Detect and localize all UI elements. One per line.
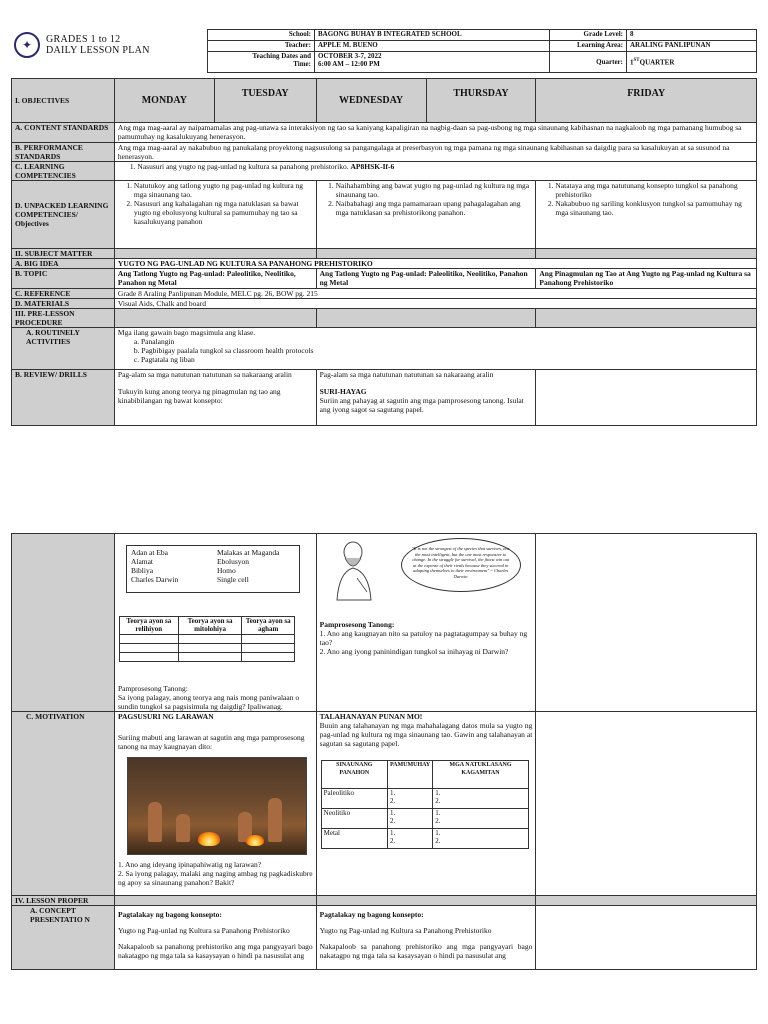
routinely-item-c: c. Pagtatala ng liban	[133, 355, 195, 364]
learning-competencies-text	[114, 162, 756, 181]
row-metal: Metal	[321, 829, 387, 849]
routinely-item-a: a. Panalangin	[133, 337, 175, 346]
seal-icon: ✦	[14, 32, 40, 58]
concept-text-1: Nakapaloob sa panahong prehistoriko ang mga pangyayari bago nakatagpo ng mga tala sa kasaysayan o hindi pa nasusulat ang	[117, 942, 313, 960]
darwin-sketch-icon	[327, 538, 383, 604]
brand-line-2: DAILY LESSON PLAN	[46, 45, 150, 56]
word-box-right	[217, 548, 279, 590]
grade-label: Grade Level:	[550, 30, 627, 41]
motivation-col-1	[114, 712, 316, 896]
lesson-plan-table	[11, 78, 757, 426]
reference-text: Grade 8 Araling Panlipunan Module, MELC pg. 26, BOW pg. 215	[114, 289, 756, 299]
blank: 1.	[389, 809, 396, 817]
motivation-questions	[118, 860, 313, 887]
content-standards-text: Ang mga mag-aaral ay naipamamalas ang pag-unawa sa interaksiyon ng tao sa kaniyang kapaligiran na nagbig-daan sa pag-usbong ng mga sinaunang kabihasnan na nagkaloob ng mga pamanang humubog sa pamumuhay ng kasalukuyang henerasyon.	[114, 123, 756, 143]
word-box	[126, 545, 300, 593]
learning-competencies-label: C. LEARNING COMPETENCIES	[12, 162, 115, 181]
area-value: ARALING PANLIPUNAN	[627, 40, 757, 51]
objectives-label: I. OBJECTIVES	[12, 79, 115, 123]
concept-title-2: Pagtalakay ng bagong konsepto:	[319, 910, 424, 919]
word-adan-at-eba: Adan at Eba	[130, 548, 169, 557]
periods-header-pamumuhay: PAMUMUHAY	[387, 761, 432, 789]
lesson-proper-label: IV. LESSON PROPER	[12, 896, 115, 906]
unpacked-col-2	[316, 181, 536, 249]
content-standards-label: A. CONTENT STANDARDS	[12, 123, 115, 143]
blank: 1.	[389, 829, 396, 837]
competency-code: AP8HSK-If-6	[350, 162, 395, 171]
word-charles-darwin: Charles Darwin	[130, 575, 179, 584]
darwin-cell	[316, 534, 536, 712]
concept-title-1: Pagtalakay ng bagong konsepto:	[117, 910, 222, 919]
word-alamat: Alamat	[130, 557, 154, 566]
darwin-question-2: 2. Ano ang iyong paninindigan tungkol sa inihayag ni Darwin?	[319, 647, 509, 656]
darwin-portrait	[327, 538, 383, 604]
big-idea-text: YUGTO NG PAG-UNLAD NG KULTURA SA PANAHONG PREHISTORIKO	[114, 259, 756, 269]
motivation-label: C. MOTIVATION	[12, 712, 115, 896]
review-label: B. REVIEW/ DRILLS	[12, 370, 115, 426]
performance-standards-label: B. PERFORMANCE STANDARDS	[12, 143, 115, 162]
review-questions-title: Pamprosesong Tanong:	[117, 684, 188, 693]
topic-col-2: Ang Tatlong Yugto ng Pag-unlad: Paleolitiko, Neolitiko, Panahon ng Metal	[316, 269, 536, 289]
review-activity-cell	[114, 534, 316, 712]
materials-label: D. MATERIALS	[12, 299, 115, 309]
blank: 1.	[389, 789, 396, 797]
darwin-questions	[320, 620, 532, 656]
row-paleolitiko: Paleolitiko	[321, 789, 387, 809]
theory-header-religion: Teorya ayon sa relihiyon	[119, 617, 178, 635]
deped-seal	[14, 32, 40, 58]
lesson-plan-table-continued	[11, 533, 757, 970]
brand-line-1: GRADES 1 to 12	[46, 34, 121, 45]
unpacked-3-1: 1. Natataya ang mga natutunang konsepto tungkol sa panahong prehistoriko	[555, 181, 753, 199]
school-label: School:	[208, 30, 315, 41]
word-homo: Homo	[216, 566, 236, 575]
review-col-1	[114, 370, 316, 426]
routinely-item-b: b. Pagbibigay paalala tungkol sa classroom health protocols	[133, 346, 314, 355]
theory-table	[119, 616, 295, 662]
dates-label-1: Teaching Dates and	[252, 51, 311, 60]
darwin-quote: "It is not the strongest of the species that survives, nor the most intelligent, but the one most responsive to change. In the struggle for survival, the fittest win out at the expense of their rivals because they succeed in adapting themselves to their environment" ~ Charles Darwin	[401, 538, 521, 592]
day-wednesday: WEDNESDAY	[316, 79, 426, 123]
word-ebolusyon: Ebolusyon	[216, 557, 250, 566]
grade-value: 8	[627, 30, 757, 41]
header-info-table	[207, 29, 757, 73]
quarter-suffix: ST	[633, 58, 640, 64]
routinely-label: A. ROUTINELY ACTIVITIES	[12, 328, 115, 370]
review-questions	[118, 684, 313, 711]
periods-header-panahon: SINAUNANG PANAHON	[321, 761, 387, 789]
unpacked-col-1	[114, 181, 316, 249]
day-monday: MONDAY	[114, 79, 214, 123]
periods-header-kagamitan: MGA NATUKLASANG KAGAMITAN	[433, 761, 528, 789]
talahanayan-title: TALAHANAYAN PUNAN MO!	[319, 712, 423, 721]
unpacked-col-3	[536, 181, 757, 249]
review-questions-text: Sa iyong palagay, anong teorya ang nais mong paniwalaan o sundin tungkol sa pagsisimula ng daigdig? Ipaliwanag.	[117, 693, 300, 711]
word-box-left	[131, 548, 217, 590]
dates-label-2: Time:	[293, 59, 311, 68]
unpacked-1-1: 1. Natutukoy ang tatlong yugto ng pag-unlad ng kultura ng mga sinaunang tao.	[134, 181, 313, 199]
routinely-intro: Mga ilang gawain bago magsimula ang klase.	[117, 328, 256, 337]
suri-hayag-title: SURI-HAYAG	[319, 387, 367, 396]
blank: 2.	[435, 817, 441, 825]
concept-subtitle-1: Yugto ng Pag-unlad ng Kultura sa Panahong Prehistoriko	[117, 926, 290, 935]
dates-value	[315, 51, 550, 73]
review-2-line-1: Pag-alam sa mga natutunan natutunan sa nakaraang aralin	[319, 370, 494, 379]
dates-label	[208, 51, 315, 73]
concept-text-2: Nakapaloob sa panahong prehistoriko ang mga pangyayari bago nakatagpo ng mga tala sa kasaysayan o hindi pa nasusulat ang	[319, 942, 533, 960]
blank: 2.	[389, 817, 396, 825]
area-label: Learning Area:	[550, 40, 627, 51]
word-single-cell: Single cell	[216, 575, 249, 584]
theory-header-mythology: Teorya ayon sa mitolohiya	[178, 617, 242, 635]
big-idea-label: A. BIG IDEA	[12, 259, 115, 269]
blank: 2.	[435, 797, 441, 805]
motivation-col-2	[316, 712, 536, 896]
review-col-2	[316, 370, 536, 426]
unpacked-3-2: 2. Nakabubuo ng sariling konklusyon tungkol sa pamumuhay ng mga sinaunang tao.	[555, 199, 753, 217]
motivation-question-1: 1. Ano ang ideyang ipinapahiwatig ng larawan?	[117, 860, 262, 869]
campfire-icon	[198, 832, 220, 846]
concept-subtitle-2: Yugto ng Pag-unlad ng Kultura sa Panahong Prehistoriko	[319, 926, 492, 935]
performance-standards-text: Ang mga mag-aaral ay nakabubuo ng panukalang proyektong nagsusulong sa pangangalaga at preserbasyon ng mga pamana ng mga sinaunang kabihasnan sa daigdig para sa kasalukuyan at sa susunod na henerasyon.	[114, 143, 756, 162]
quarter-label: Quarter:	[550, 51, 627, 73]
row-neolitiko: Neolitiko	[321, 809, 387, 829]
day-tuesday: TUESDAY	[214, 79, 316, 123]
unpacked-label: D. UNPACKED LEARNING COMPETENCIES/ Objectives	[12, 181, 115, 249]
blank: 1.	[435, 809, 441, 817]
blank: 2.	[435, 837, 441, 845]
cave-people-image	[127, 757, 307, 855]
competency-text: 1. Nasusuri ang yugto ng pag-unlad ng kultura sa panahong prehistoriko.	[129, 162, 349, 171]
review-1-line-2: Tukuyin kung anong teorya ng pinagmulan ng tao ang kinabibilangan ng bawat konsepto:	[117, 387, 281, 405]
dates-value-2: 6:00 AM – 12:00 PM	[318, 59, 380, 68]
blank: 2.	[389, 797, 396, 805]
teacher-label: Teacher:	[208, 40, 315, 51]
word-bibliya: Bibliya	[130, 566, 154, 575]
concept-label: A. CONCEPT PRESENTATIO N	[12, 906, 115, 970]
pre-lesson-label: III. PRE-LESSON PROCEDURE	[12, 309, 115, 328]
unpacked-1-2: 2. Nasusuri ang kahalagahan ng mga natuklasan sa bawat yugto ng ebolusyong kultural sa pamumuhay ng tao sa kasalukuyang panahon	[134, 199, 313, 226]
brand-title	[46, 34, 150, 56]
darwin-question-1: 1. Ano ang kaugnayan nito sa patuloy na pagtatagumpay sa buhay ng tao?	[319, 629, 528, 647]
review-1-line-1: Pag-alam sa mga natutunan natutunan sa nakaraang aralin	[117, 370, 292, 379]
pagsusuri-title: PAGSUSURI NG LARAWAN	[117, 712, 214, 721]
darwin-questions-title: Pamprosesong Tanong:	[319, 620, 395, 629]
motivation-question-2: 2. Sa iyong palagay, malaki ang naging ambag ng pagkadiskubre ng apoy sa sinaunang panahon? Bakit?	[117, 869, 313, 887]
subject-matter-label: II. SUBJECT MATTER	[12, 249, 115, 259]
pagsusuri-text: Suriing mabuti ang larawan at sagutin ang mga pamprosesong tanong na may kaugnayan dito:	[117, 733, 305, 751]
theory-header-science: Teorya ayon sa agham	[242, 617, 294, 635]
school-value: BAGONG BUHAY B INTEGRATED SCHOOL	[315, 30, 550, 41]
reference-label: C. REFERENCE	[12, 289, 115, 299]
unpacked-2-2: 2. Naibabahagi ang mga pamamaraan upang pahagalagahan ang mga natuklasan sa prehistorikong panahon.	[336, 199, 533, 217]
topic-col-1: Ang Tatlong Yugto ng Pag-unlad: Paleolitiko, Neolitiko, Panahon ng Metal	[114, 269, 316, 289]
blank: 1.	[435, 789, 441, 797]
routinely-text	[114, 328, 756, 370]
quarter-word: QUARTER	[639, 58, 675, 67]
unpacked-2-1: 1. Naihahambing ang bawat yugto ng pag-unlad ng kultura ng mga sinaunang tao.	[336, 181, 533, 199]
teacher-value: APPLE M. BUENO	[315, 40, 550, 51]
concept-col-2	[316, 906, 536, 970]
talahanayan-text: Buuin ang talahanayan ng mga mahahalagang datos mula sa yugto ng pag-unlad ng kultura ng mga sinaunang tao. Gawin ang talahanayan at sagutan sa sagutang papel.	[319, 721, 533, 748]
topic-label: B. TOPIC	[12, 269, 115, 289]
concept-col-1	[114, 906, 316, 970]
quarter-number: 1	[630, 58, 634, 67]
topic-col-3: Ang Pinagmulan ng Tao at Ang Yugto ng Pag-unlad ng Kultura sa Panahong Prehistoriko	[536, 269, 757, 289]
day-friday: FRIDAY	[536, 79, 757, 123]
word-malakas-at-maganda: Malakas at Maganda	[216, 548, 280, 557]
quarter-value	[627, 51, 757, 73]
day-thursday: THURSDAY	[426, 79, 536, 123]
dates-value-1: OCTOBER 3-7, 2022	[318, 51, 382, 60]
materials-text: Visual Aids, Chalk and board	[114, 299, 756, 309]
blank: 2.	[389, 837, 396, 845]
blank: 1.	[435, 829, 441, 837]
periods-table	[321, 760, 529, 849]
review-2-line-2: Suriin ang pahayag at sagutin ang mga pamprosesong tanong. Isulat ang iyong sagot sa sagutang papel.	[319, 396, 524, 414]
